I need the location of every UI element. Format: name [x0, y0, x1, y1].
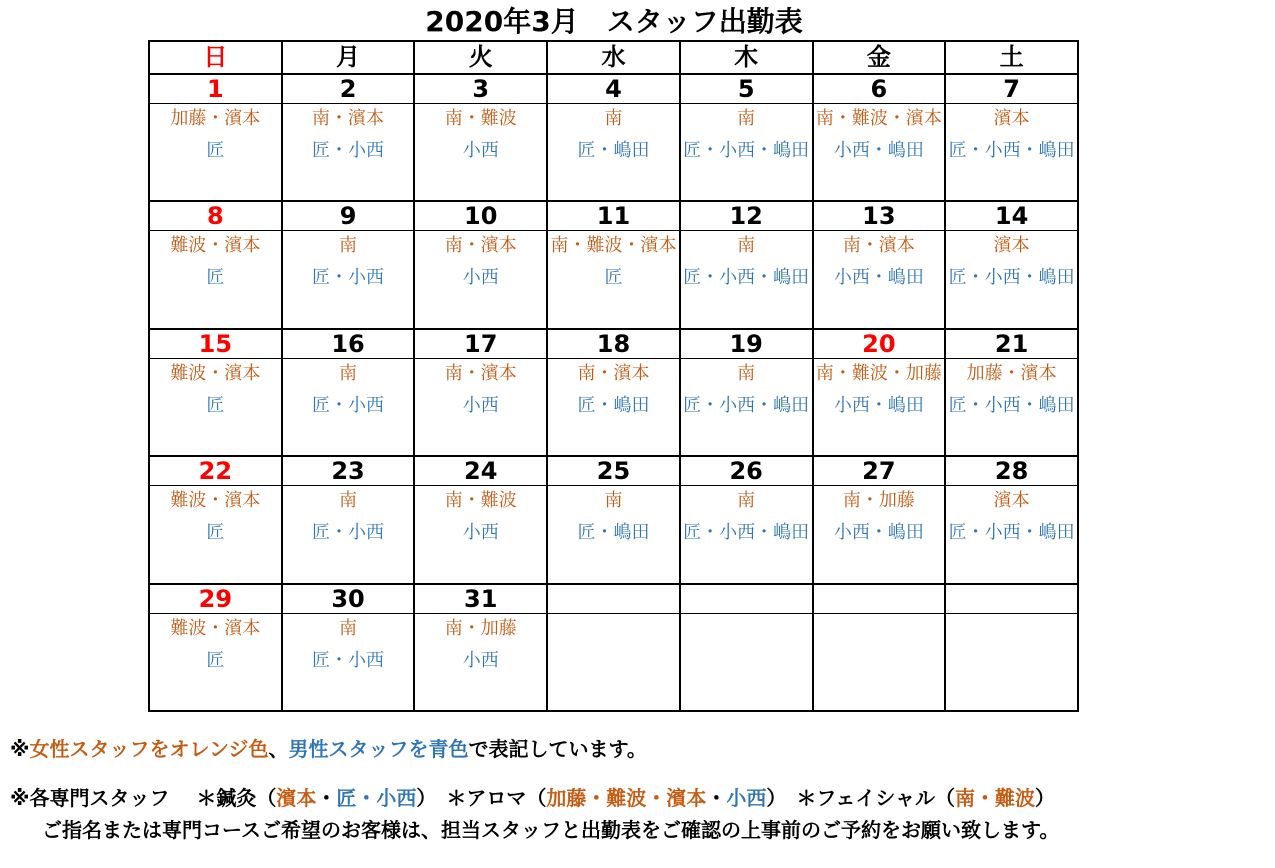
- staff-row: [149, 231, 1078, 329]
- day-number: [547, 584, 680, 614]
- day-staff-cell: [149, 486, 282, 584]
- female-staff: 南: [737, 362, 756, 384]
- female-staff: 南: [339, 617, 358, 639]
- weekday-sun: 日: [149, 41, 282, 74]
- day-staff-cell: [414, 104, 547, 202]
- male-staff: 匠・小西・嶋田: [948, 394, 1075, 416]
- day-staff-cell: [680, 486, 813, 584]
- female-staff: 南: [604, 490, 623, 512]
- day-number: 5: [680, 74, 813, 104]
- female-staff: 難波・濱本: [170, 362, 261, 384]
- female-staff: 南・濱本: [312, 108, 385, 130]
- female-staff: 南: [339, 235, 358, 257]
- day-staff-cell: [547, 358, 680, 456]
- staff-row: [149, 613, 1078, 711]
- day-number: 27: [813, 456, 946, 486]
- female-staff: 南・加藤: [444, 617, 517, 639]
- female-staff: 難波・濱本: [170, 490, 261, 512]
- spec-aroma-male: 小西: [726, 786, 767, 810]
- male-staff: 匠: [206, 140, 225, 162]
- male-staff: 匠: [604, 267, 623, 289]
- day-staff-cell: [414, 613, 547, 711]
- spec-mid1: ） ＊アロマ（: [416, 786, 547, 810]
- date-row: [149, 456, 1078, 486]
- spec-acupuncture-male: 匠・小西: [336, 786, 417, 810]
- day-number: 15: [149, 329, 282, 359]
- spec-facial-female: 南・難波: [955, 786, 1036, 810]
- day-number: [945, 584, 1078, 614]
- day-number: 26: [680, 456, 813, 486]
- day-number: 31: [414, 584, 547, 614]
- male-staff: 匠: [206, 522, 225, 544]
- day-staff-cell: [282, 613, 415, 711]
- female-staff: 南・難波・加藤: [815, 362, 942, 384]
- male-staff: 小西・嶋田: [833, 522, 924, 544]
- male-staff: 匠・小西・嶋田: [948, 267, 1075, 289]
- day-staff-cell: [149, 231, 282, 329]
- day-staff-cell: [813, 231, 946, 329]
- female-staff: 南: [604, 108, 623, 130]
- staff-row: [149, 486, 1078, 584]
- day-number: 14: [945, 201, 1078, 231]
- male-staff: 匠・嶋田: [577, 522, 650, 544]
- day-staff-cell: [680, 613, 813, 711]
- male-staff: 小西: [462, 649, 499, 671]
- day-number: 3: [414, 74, 547, 104]
- female-staff: 南: [737, 108, 756, 130]
- legend-male: 男性スタッフを青色: [288, 737, 469, 761]
- day-number: 28: [945, 456, 1078, 486]
- schedule-calendar: [148, 40, 1079, 712]
- male-staff: 小西: [462, 394, 499, 416]
- female-staff: 南・難波・濱本: [815, 108, 942, 130]
- date-row: [149, 329, 1078, 359]
- weekday-wed: 水: [547, 41, 680, 74]
- day-staff-cell: [945, 486, 1078, 584]
- day-number: 24: [414, 456, 547, 486]
- male-staff: 小西: [462, 267, 499, 289]
- female-staff: 濱本: [993, 108, 1030, 130]
- day-number: 7: [945, 74, 1078, 104]
- day-staff-cell: [149, 613, 282, 711]
- male-staff: 匠・小西・嶋田: [683, 522, 810, 544]
- male-staff: 匠・小西: [312, 267, 385, 289]
- male-staff: 匠・嶋田: [577, 394, 650, 416]
- spec-aroma-female: 加藤・難波・濱本: [546, 786, 707, 810]
- day-staff-cell: [945, 104, 1078, 202]
- male-staff: 匠・小西・嶋田: [948, 522, 1075, 544]
- male-staff: 匠・小西: [312, 649, 385, 671]
- day-staff-cell: [282, 358, 415, 456]
- spec-acupuncture-sep: ・: [316, 786, 337, 810]
- male-staff: 匠・嶋田: [577, 140, 650, 162]
- male-staff: 匠・小西・嶋田: [683, 394, 810, 416]
- female-staff: 南・難波: [444, 490, 517, 512]
- day-number: 25: [547, 456, 680, 486]
- day-staff-cell: [680, 231, 813, 329]
- male-staff: 匠・小西・嶋田: [683, 267, 810, 289]
- day-number: 23: [282, 456, 415, 486]
- spec-acupuncture-female: 濱本: [276, 786, 317, 810]
- color-legend-note: [10, 736, 647, 762]
- male-staff: 匠・小西: [312, 522, 385, 544]
- day-staff-cell: [149, 104, 282, 202]
- spec-aroma-sep: ・: [706, 786, 727, 810]
- day-staff-cell: [813, 358, 946, 456]
- day-staff-cell: [414, 358, 547, 456]
- day-staff-cell: [547, 486, 680, 584]
- weekday-fri: 金: [813, 41, 946, 74]
- female-staff: 南・濱本: [444, 235, 517, 257]
- day-staff-cell: [945, 358, 1078, 456]
- male-staff: 小西・嶋田: [833, 140, 924, 162]
- day-number: 4: [547, 74, 680, 104]
- female-staff: 南: [737, 235, 756, 257]
- day-staff-cell: [813, 104, 946, 202]
- date-row: [149, 584, 1078, 614]
- day-number: 30: [282, 584, 415, 614]
- male-staff: 匠・小西・嶋田: [948, 140, 1075, 162]
- female-staff: 濱本: [993, 490, 1030, 512]
- spec-mid2: ） ＊フェイシャル（: [766, 786, 956, 810]
- reservation-note: ご指名または専門コースご希望のお客様は、担当スタッフと出勤表をご確認の上事前のご予約をお願い致します。: [42, 818, 1060, 842]
- day-number: 29: [149, 584, 282, 614]
- female-staff: 南: [339, 490, 358, 512]
- spec-prefix: ※各専門スタッフ ＊鍼灸（: [10, 786, 277, 810]
- legend-suffix: で表記しています。: [468, 737, 647, 761]
- date-row: [149, 201, 1078, 231]
- day-number: 18: [547, 329, 680, 359]
- day-number: 22: [149, 456, 282, 486]
- day-staff-cell: [414, 231, 547, 329]
- female-staff: 南: [339, 362, 358, 384]
- specialists-note: [10, 785, 1055, 811]
- day-number: 8: [149, 201, 282, 231]
- day-number: 2: [282, 74, 415, 104]
- weekday-mon: 月: [282, 41, 415, 74]
- male-staff: 小西: [462, 140, 499, 162]
- day-number: 6: [813, 74, 946, 104]
- day-number: [813, 584, 946, 614]
- female-staff: 南・濱本: [444, 362, 517, 384]
- weekday-sat: 土: [945, 41, 1078, 74]
- day-staff-cell: [813, 613, 946, 711]
- day-staff-cell: [680, 358, 813, 456]
- male-staff: 匠: [206, 267, 225, 289]
- day-number: 17: [414, 329, 547, 359]
- male-staff: 匠: [206, 649, 225, 671]
- female-staff: 濱本: [993, 235, 1030, 257]
- day-staff-cell: [282, 231, 415, 329]
- male-staff: 小西・嶋田: [833, 267, 924, 289]
- legend-female: 女性スタッフをオレンジ色: [29, 737, 269, 761]
- female-staff: 南: [737, 490, 756, 512]
- weekday-header-row: [149, 41, 1078, 74]
- female-staff: 南・難波・濱本: [550, 235, 677, 257]
- female-staff: 南・濱本: [842, 235, 915, 257]
- male-staff: 小西・嶋田: [833, 394, 924, 416]
- female-staff: 南・加藤: [842, 490, 915, 512]
- day-number: 16: [282, 329, 415, 359]
- day-number: 11: [547, 201, 680, 231]
- day-number: 20: [813, 329, 946, 359]
- staff-row: [149, 358, 1078, 456]
- female-staff: 加藤・濱本: [966, 362, 1057, 384]
- day-staff-cell: [813, 486, 946, 584]
- day-staff-cell: [547, 231, 680, 329]
- male-staff: 匠・小西: [312, 394, 385, 416]
- page-title: 2020年3月 スタッフ出勤表: [425, 5, 803, 38]
- day-staff-cell: [680, 104, 813, 202]
- female-staff: 加藤・濱本: [170, 108, 261, 130]
- legend-prefix: ※: [10, 737, 30, 761]
- female-staff: 南・濱本: [577, 362, 650, 384]
- legend-sep: 、: [268, 737, 289, 761]
- day-staff-cell: [282, 104, 415, 202]
- day-staff-cell: [282, 486, 415, 584]
- weekday-thu: 木: [680, 41, 813, 74]
- day-staff-cell: [547, 104, 680, 202]
- male-staff: 匠・小西: [312, 140, 385, 162]
- female-staff: 南・難波: [444, 108, 517, 130]
- day-staff-cell: [149, 358, 282, 456]
- day-number: 19: [680, 329, 813, 359]
- staff-row: [149, 104, 1078, 202]
- female-staff: 難波・濱本: [170, 617, 261, 639]
- day-staff-cell: [945, 613, 1078, 711]
- day-staff-cell: [547, 613, 680, 711]
- day-number: 12: [680, 201, 813, 231]
- day-number: 10: [414, 201, 547, 231]
- day-number: 9: [282, 201, 415, 231]
- male-staff: 匠: [206, 394, 225, 416]
- male-staff: 匠・小西・嶋田: [683, 140, 810, 162]
- spec-end: ）: [1035, 786, 1056, 810]
- male-staff: 小西: [462, 522, 499, 544]
- weekday-tue: 火: [414, 41, 547, 74]
- female-staff: 難波・濱本: [170, 235, 261, 257]
- day-number: 21: [945, 329, 1078, 359]
- day-number: 1: [149, 74, 282, 104]
- day-staff-cell: [414, 486, 547, 584]
- day-number: [680, 584, 813, 614]
- day-number: 13: [813, 201, 946, 231]
- day-staff-cell: [945, 231, 1078, 329]
- date-row: [149, 74, 1078, 104]
